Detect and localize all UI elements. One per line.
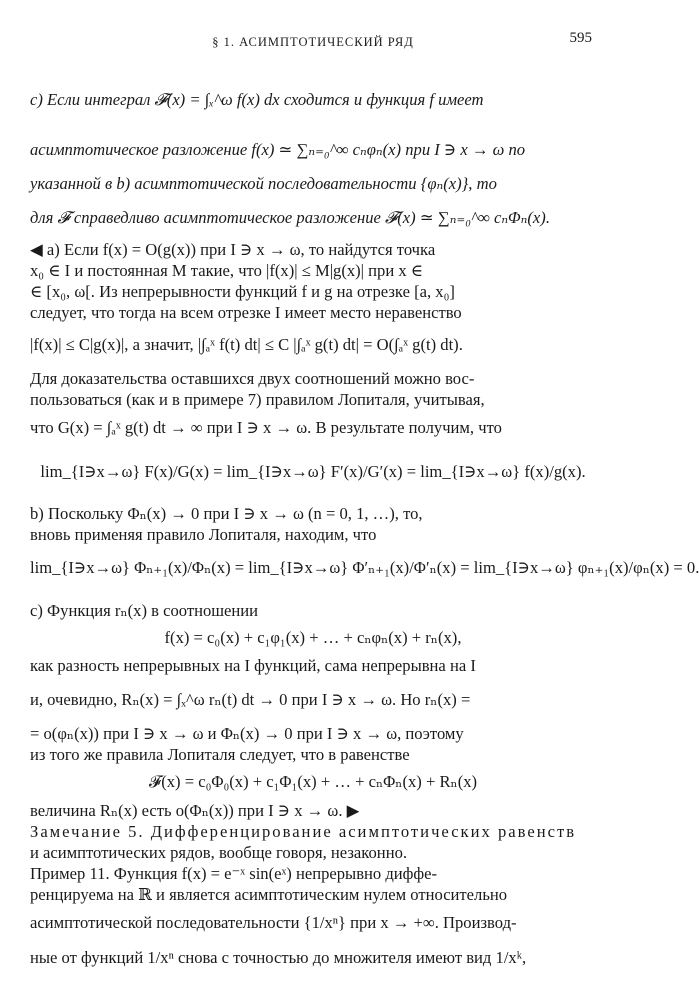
text-line: и, очевидно, Rₙ(x) = ∫ₓ^ω rₙ(t) dt → 0 при I ∋ x → ω. Но rₙ(x) = [30,690,471,709]
text-line: ◀ a) Если f(x) = O(g(x)) при I ∋ x → ω, то найдутся точка [30,240,436,259]
text-line: величина Rₙ(x) есть o(Φₙ(x)) при I ∋ x → ω. ▶ [30,801,360,820]
text-line: ные от функций 1/xⁿ снова с точностью до множителя имеют вид 1/xᵏ, [30,948,527,967]
text-line: ∈ [x₀, ω[. Из непрерывности функций f и g на отрезке [a, x₀] [30,282,455,301]
text-line: асимптотической последовательности {1/xⁿ} при x → +∞. Производ- [30,913,517,932]
text-line: из того же правила Лопиталя следует, что в равенстве [30,745,410,764]
formula-line: lim_{I∋x→ω} Φₙ₊₁(x)/Φₙ(x) = lim_{I∋x→ω} Φ′ₙ₊₁(x)/Φ′ₙ(x) = lim_{I∋x→ω} φₙ₊₁(x)/φₙ(x) = 0. [30,558,699,577]
formula-line: lim_{I∋x→ω} F(x)/G(x) = lim_{I∋x→ω} F′(x)/G′(x) = lim_{I∋x→ω} f(x)/g(x). [40,462,586,481]
formula-line: 𝓕(x) = c₀Φ₀(x) + c₁Φ₁(x) + … + cₙΦₙ(x) + Rₙ(x) [148,772,478,791]
formula-line: |f(x)| ≤ C|g(x)|, а значит, |∫ₐˣ f(t) dt| ≤ C |∫ₐˣ g(t) dt| = O(∫ₐˣ g(t) dt). [30,335,463,354]
text-line: b) Поскольку Φₙ(x) → 0 при I ∋ x → ω (n = 0, 1, …), то, [30,504,423,523]
text-line: следует, что тогда на всем отрезке I имеет место неравенство [30,303,462,322]
text-line: = o(φₙ(x)) при I ∋ x → ω и Φₙ(x) → 0 при I ∋ x → ω, поэтому [30,724,464,743]
remark-line: Замечание 5. Дифференцирование асимптотических равенств [30,822,577,841]
page-number: 595 [569,30,592,46]
example-line: Пример 11. Функция f(x) = e⁻ˣ sin(eˣ) непрерывно диффе- [30,864,437,883]
text-line: вновь применяя правило Лопиталя, находим, что [30,525,377,544]
text-line: c) Функция rₙ(x) в соотношении [30,601,259,620]
text-line: как разность непрерывных на I функций, сама непрерывна на I [30,656,476,675]
text-line: c) Если интеграл 𝓕(x) = ∫ₓ^ω f(x) dx сходится и функция f имеет [30,90,484,109]
text-line: асимптотическое разложение f(x) ≃ ∑ₙ₌₀^∞ cₙφₙ(x) при I ∋ x → ω по [30,140,526,159]
text-line: для 𝓕 справедливо асимптотическое разложение 𝓕(x) ≃ ∑ₙ₌₀^∞ cₙΦₙ(x). [30,208,550,227]
text-line: x₀ ∈ I и постоянная M такие, что |f(x)| ≤ M|g(x)| при x ∈ [30,261,424,280]
text-line: Для доказательства оставшихся двух соотношений можно вос- [30,369,475,388]
text-line: ренцируема на ℝ и является асимптотическим нулем относительно [30,885,508,904]
text-line: указанной в b) асимптотической последовательности {φₙ(x)}, то [30,174,497,193]
running-head: § 1. АСИМПТОТИЧЕСКИЙ РЯД [212,35,414,49]
text-line: и асимптотических рядов, вообще говоря, незаконно. [30,843,408,862]
text-line: что G(x) = ∫ₐˣ g(t) dt → ∞ при I ∋ x → ω. В результате получим, что [30,418,502,437]
text-line: пользоваться (как и в примере 7) правилом Лопиталя, учитывая, [30,390,485,409]
formula-line: f(x) = c₀(x) + c₁φ₁(x) + … + cₙφₙ(x) + rₙ(x), [164,628,462,647]
